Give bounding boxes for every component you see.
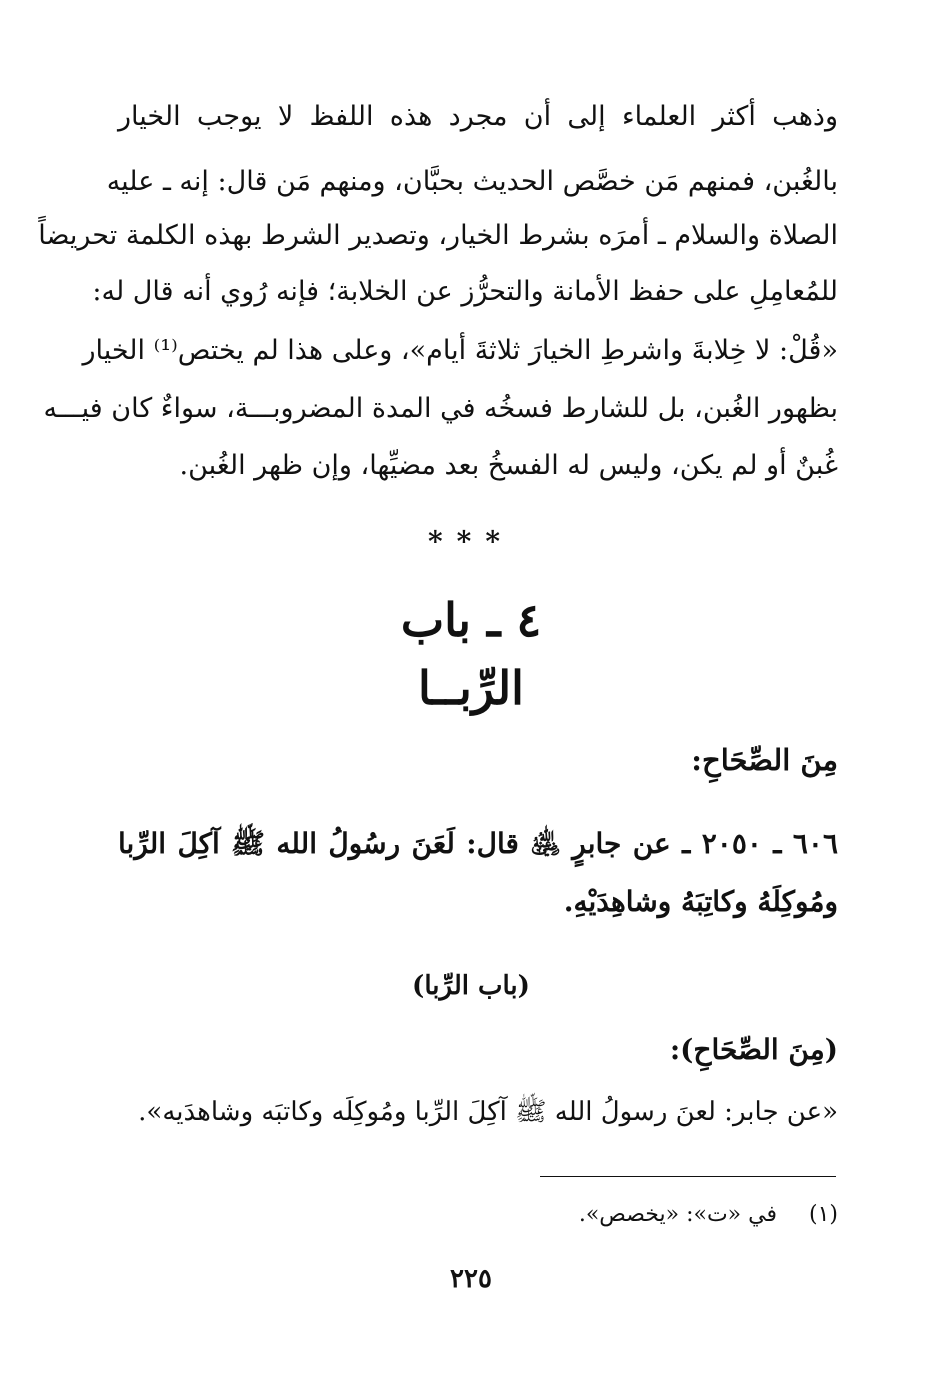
chapter-number: ٤ ـ باب bbox=[400, 593, 542, 647]
section-separator: *** bbox=[428, 525, 514, 558]
footnote bbox=[579, 1195, 838, 1235]
commentary-text: «عن جابر: لعنَ رسولُ الله ﷺ آكِلَ الرِّبا ومُوكِلَه وكاتبَه وشاهدَيه». bbox=[138, 1097, 838, 1127]
footnote-text: في «ت»: «يخصص». bbox=[578, 1202, 777, 1227]
paragraph-line-3: الصلاة والسلام ـ أمرَه بشرط الخيار، وتصدير الشرط بهذه الكلمة تحريضاً bbox=[38, 220, 838, 251]
footnote-marker: (١) bbox=[808, 1202, 838, 1227]
paragraph-line-7: غُبنٌ أو لم يكن، وليس له الفسخُ بعد مضيِّها، وإن ظهر الغُبن. bbox=[179, 450, 838, 481]
footnote-divider bbox=[540, 1176, 836, 1177]
section-label: مِنَ الصِّحَاحِ: bbox=[691, 743, 838, 777]
paragraph-line-5: «قُلْ: لا خِلابةَ واشرطِ الخيارَ ثلاثةَ أيام»، وعلى هذا لم يختص⁽¹⁾ الخيار bbox=[82, 335, 838, 366]
page-number: ٢٢٥ bbox=[450, 1264, 492, 1294]
paragraph-line-4: للمُعامِلِ على حفظ الأمانة والتحرُّز عن الخلابة؛ فإنه رُوي أنه قال له: bbox=[92, 276, 838, 307]
commentary-title: (باب الرِّبا) bbox=[412, 971, 530, 1001]
commentary-label: (مِنَ الصِّحَاحِ): bbox=[669, 1033, 838, 1066]
hadith-line-1: ٦٠٦ ـ ٢٠٥٠ ـ عن جابرٍ ﵁ قال: لَعَنَ رسُولُ الله ﷺ آكِلَ الرِّبا bbox=[118, 827, 839, 860]
paragraph-line-6: بظهور الغُبن، بل للشارط فسخُه في المدة المضروبـــة، سواءٌ كان فيـــه bbox=[43, 393, 838, 424]
chapter-title: الرِّبــا bbox=[418, 661, 524, 715]
hadith-line-2: ومُوكِلَهُ وكاتِبَهُ وشاهِدَيْهِ. bbox=[563, 885, 838, 918]
paragraph-line-1: وذهب أكثر العلماء إلى أن مجرد هذه اللفظ لا يوجب الخيار bbox=[118, 101, 838, 132]
paragraph-line-2: بالغُبن، فمنهم مَن خصَّص الحديث بحبَّان، ومنهم مَن قال: إنه ـ عليه bbox=[106, 166, 838, 197]
